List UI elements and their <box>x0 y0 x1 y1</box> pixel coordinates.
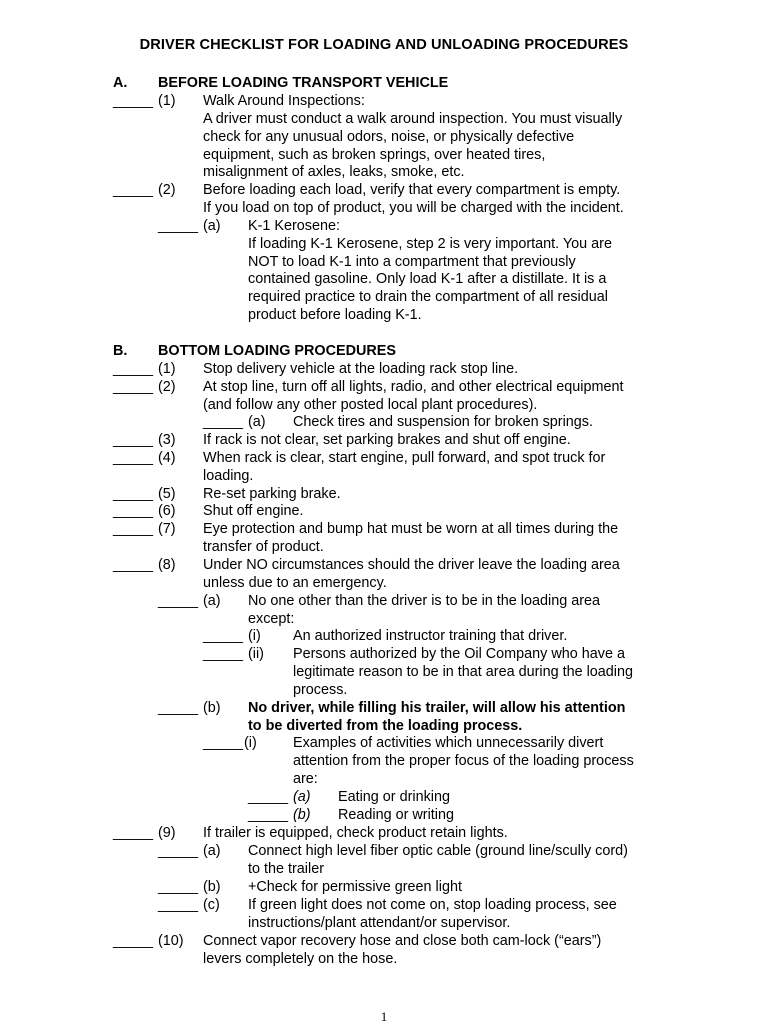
item-number: (7) <box>158 521 176 537</box>
item-text: Shut off engine. <box>203 503 304 519</box>
item-text: (and follow any other posted local plant procedures). <box>203 397 538 413</box>
checkbox-blank[interactable]: _____ <box>113 557 154 573</box>
item-text: Reading or writing <box>338 807 454 823</box>
item-text: required practice to drain the compartment of all residual <box>248 289 608 305</box>
checkbox-blank[interactable]: _____ <box>158 593 199 609</box>
item-text: No one other than the driver is to be in the loading area <box>248 593 601 609</box>
item-text: Under NO circumstances should the driver leave the loading area <box>203 557 620 573</box>
checkbox-blank[interactable]: _____ <box>248 789 289 805</box>
checkbox-blank[interactable]: _____ <box>248 807 289 823</box>
item-text: levers completely on the hose. <box>203 951 398 967</box>
item-text: Re-set parking brake. <box>203 486 341 502</box>
checkbox-blank[interactable]: _____ <box>113 93 154 109</box>
section-a-letter: A. <box>113 75 128 91</box>
item-text: Stop delivery vehicle at the loading rack stop line. <box>203 361 519 377</box>
item-text: Connect vapor recovery hose and close both cam-lock (“ears”) <box>203 933 602 949</box>
checkbox-blank[interactable]: _____ <box>158 700 199 716</box>
item-text: K-1 Kerosene: <box>248 218 340 234</box>
item-number: (1) <box>158 93 176 109</box>
item-text: Walk Around Inspections: <box>203 93 365 109</box>
item-text: When rack is clear, start engine, pull forward, and spot truck for <box>203 450 606 466</box>
item-text: product before loading K-1. <box>248 307 422 323</box>
item-number: (1) <box>158 361 176 377</box>
item-number: (a) <box>203 218 221 234</box>
item-number: (a) <box>248 414 266 430</box>
item-text-bold: No driver, while filling his trailer, will allow his attention <box>248 700 626 716</box>
checkbox-blank[interactable]: _____ <box>113 450 154 466</box>
item-number: (b) <box>203 700 221 716</box>
item-text: An authorized instructor training that driver. <box>293 628 568 644</box>
item-number: (i) <box>244 735 257 751</box>
item-text: equipment, such as broken springs, over heated tires, <box>203 147 546 163</box>
checkbox-blank[interactable]: _____ <box>203 414 244 430</box>
checkbox-blank[interactable]: _____ <box>113 486 154 502</box>
item-text: misalignment of axles, leaks, smoke, etc. <box>203 164 465 180</box>
item-text: If loading K-1 Kerosene, step 2 is very important. You are <box>248 236 612 252</box>
item-number: (9) <box>158 825 176 841</box>
checkbox-blank[interactable]: _____ <box>203 735 244 751</box>
item-text: except: <box>248 611 295 627</box>
item-text: If rack is not clear, set parking brakes and shut off engine. <box>203 432 571 448</box>
document-title: DRIVER CHECKLIST FOR LOADING AND UNLOADING PROCEDURES <box>139 37 629 53</box>
item-number: (10) <box>158 933 184 949</box>
item-text: +Check for permissive green light <box>248 879 462 895</box>
item-number: (ii) <box>248 646 264 662</box>
section-b-letter: B. <box>113 343 128 359</box>
item-text: Persons authorized by the Oil Company who have a <box>293 646 625 662</box>
item-number: (2) <box>158 379 176 395</box>
item-text: check for any unusual odors, noise, or physically defective <box>203 129 575 145</box>
item-text: Connect high level fiber optic cable (ground line/scully cord) <box>248 843 628 859</box>
item-number: (4) <box>158 450 176 466</box>
item-text: legitimate reason to be in that area during the loading <box>293 664 634 680</box>
item-text: unless due to an emergency. <box>203 575 387 591</box>
item-number: (2) <box>158 182 176 198</box>
item-text: Before loading each load, verify that every compartment is empty. <box>203 182 621 198</box>
checkbox-blank[interactable]: _____ <box>158 879 199 895</box>
section-b-heading: BOTTOM LOADING PROCEDURES <box>158 343 396 359</box>
checkbox-blank[interactable]: _____ <box>113 361 154 377</box>
checkbox-blank[interactable]: _____ <box>113 379 154 395</box>
item-text: A driver must conduct a walk around inspection. You must visually <box>203 111 623 127</box>
item-text: are: <box>293 771 318 787</box>
checkbox-blank[interactable]: _____ <box>158 218 199 234</box>
item-number: (5) <box>158 486 176 502</box>
checkbox-blank[interactable]: _____ <box>113 182 154 198</box>
item-text: transfer of product. <box>203 539 324 555</box>
item-number: (c) <box>203 897 220 913</box>
page-number: 1 <box>380 1009 388 1024</box>
section-a-heading: BEFORE LOADING TRANSPORT VEHICLE <box>158 75 449 91</box>
item-number: (a) <box>203 593 221 609</box>
item-text: If trailer is equipped, check product retain lights. <box>203 825 508 841</box>
item-number: (i) <box>248 628 261 644</box>
checkbox-blank[interactable]: _____ <box>113 503 154 519</box>
item-text: contained gasoline. Only load K-1 after a distillate. It is a <box>248 271 607 287</box>
item-text: NOT to load K-1 into a compartment that previously <box>248 254 576 270</box>
item-text: At stop line, turn off all lights, radio, and other electrical equipment <box>203 379 624 395</box>
checkbox-blank[interactable]: _____ <box>203 628 244 644</box>
item-text: If you load on top of product, you will be charged with the incident. <box>203 200 624 216</box>
item-number: (a) <box>293 789 311 805</box>
item-text: If green light does not come on, stop loading process, see <box>248 897 617 913</box>
item-text: Examples of activities which unnecessarily divert <box>293 735 604 751</box>
checkbox-blank[interactable]: _____ <box>113 825 154 841</box>
item-text: Check tires and suspension for broken springs. <box>293 414 593 430</box>
item-text: Eating or drinking <box>338 789 450 805</box>
checkbox-blank[interactable]: _____ <box>158 843 199 859</box>
item-text: process. <box>293 682 348 698</box>
item-number: (a) <box>203 843 221 859</box>
checkbox-blank[interactable]: _____ <box>158 897 199 913</box>
item-text: loading. <box>203 468 254 484</box>
item-number: (b) <box>293 807 311 823</box>
item-text: Eye protection and bump hat must be worn at all times during the <box>203 521 619 537</box>
item-text-bold: to be diverted from the loading process. <box>248 718 523 734</box>
item-text: to the trailer <box>248 861 324 877</box>
checkbox-blank[interactable]: _____ <box>113 521 154 537</box>
item-text: attention from the proper focus of the loading process <box>293 753 634 769</box>
checkbox-blank[interactable]: _____ <box>113 432 154 448</box>
item-text: instructions/plant attendant/or supervisor. <box>248 915 511 931</box>
item-number: (b) <box>203 879 221 895</box>
checkbox-blank[interactable]: _____ <box>203 646 244 662</box>
checkbox-blank[interactable]: _____ <box>113 933 154 949</box>
item-number: (3) <box>158 432 176 448</box>
item-number: (6) <box>158 503 176 519</box>
item-number: (8) <box>158 557 176 573</box>
